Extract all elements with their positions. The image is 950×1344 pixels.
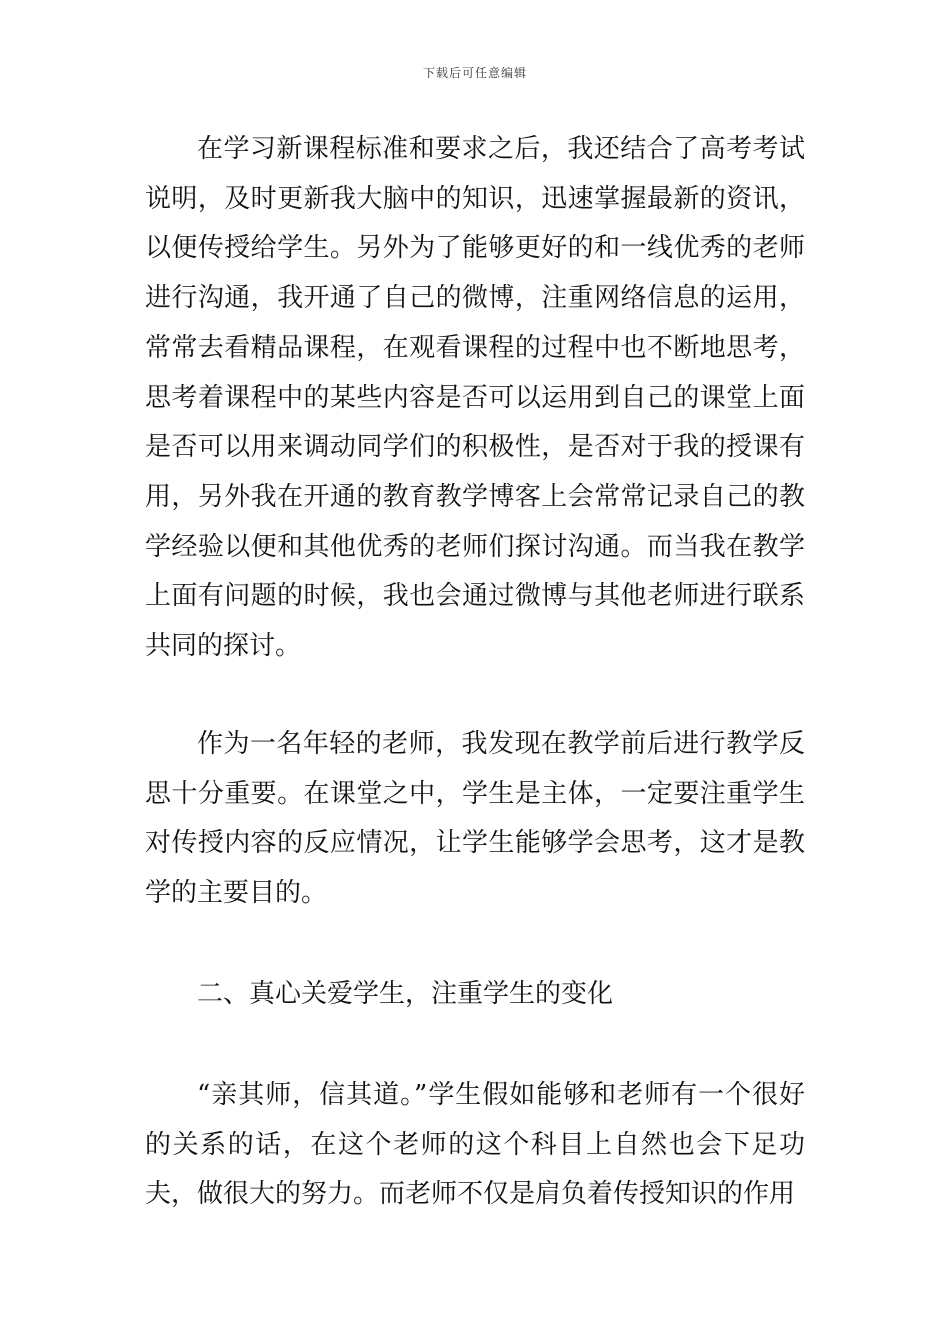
paragraph-2: 作为一名年轻的老师，我发现在教学前后进行教学反思十分重要。在课堂之中，学生是主体，一定要注重学生对传授内容的反应情况，让学生能够学会思考，这才是教学的主要目的。 [145, 729, 805, 909]
section-heading: 二、真心关爱学生，注重学生的变化 [197, 979, 614, 1009]
paragraph-1: 在学习新课程标准和要求之后，我还结合了高考考试说明，及时更新我大脑中的知识，迅速掌握最新的资讯，以便传授给学生。另外为了能够更好的和一线优秀的老师进行沟通，我开通了自己的微博，注重网络信息的运用，常常去看精品课程，在观看课程的过程中也不断地思考，思考着课程中的某些内容是否可以运用到自己的课堂上面是否可以用来调动同学们的积极性，是否对于我的授课有用，另外我在开通的教育教学博客上会常常记录自己的教学经验以便和其他优秀的老师们探讨沟通。而当我在教学上面有问题的时候，我也会通过微博与其他老师进行联系共同的探讨。 [145, 134, 805, 662]
page-header: 下载后可任意编辑 [422, 66, 527, 80]
paragraph-3: “亲其师，信其道。”学生假如能够和老师有一个很好的关系的话，在这个老师的这个科目上自然也会下足功夫，做很大的努力。而老师不仅是肩负着传授知识的作用 [145, 1080, 805, 1210]
